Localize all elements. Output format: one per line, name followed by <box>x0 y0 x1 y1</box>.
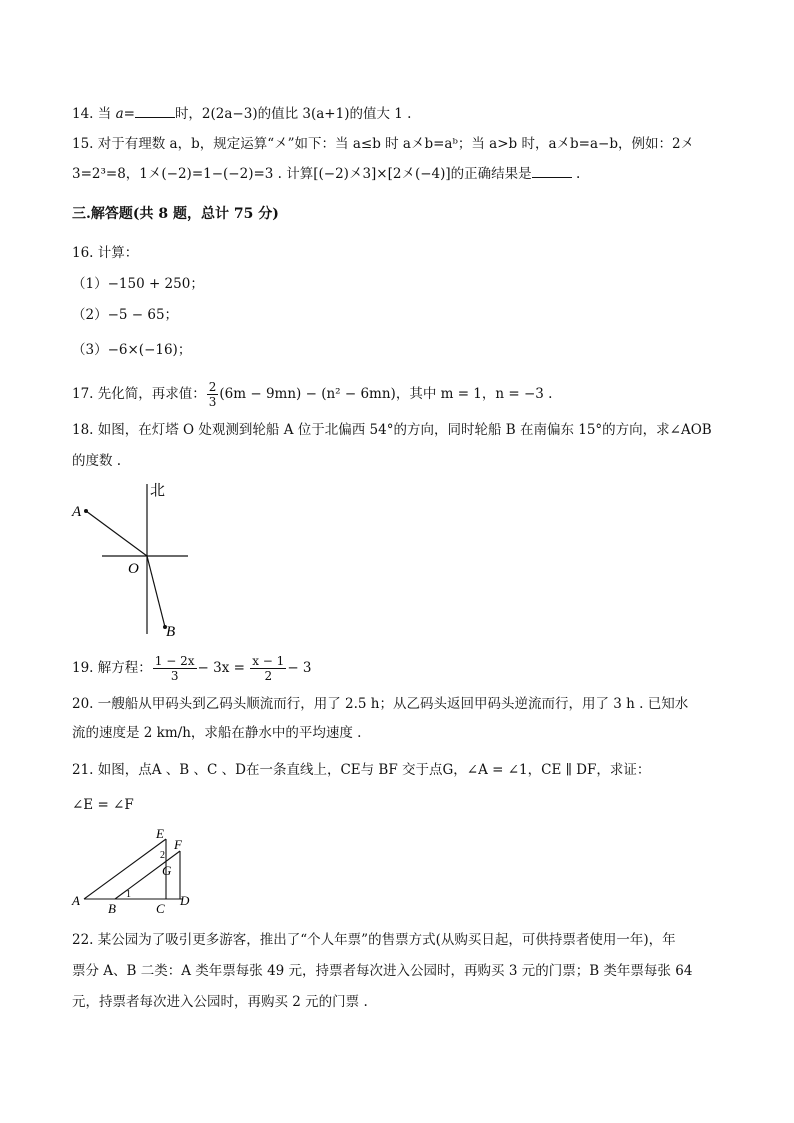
question-17: 17. 先化简，再求值： $\frac{2}{3}$ (6m − 9mn) − (n² − 6mn)，其中 m = 1，n = −3 . <box>72 380 553 409</box>
label-b: B <box>166 624 176 640</box>
direction-figure <box>70 478 200 643</box>
question-16-item2: （2）−5 − 65； <box>72 307 179 323</box>
question-20-line1: 20. 一艘船从甲码头到乙码头顺流而行，用了 2.5 h；从乙码头返回甲码头逆流而行，用了 3 h . 已知水 <box>72 696 689 712</box>
question-18-line1: 18. 如图，在灯塔 O 处观测到轮船 A 位于北偏西 54°的方向，同时轮船 B 在南偏东 15°的方向，求∠AOB <box>72 422 712 438</box>
angle-1-label: 1 <box>126 889 131 900</box>
question-21-line2: ∠E = ∠F <box>72 797 134 813</box>
question-22-line2: 票分 A、B 二类：A 类年票每张 49 元，持票者每次进入公园时，再购买 3 元的门票；B 类年票每张 64 <box>72 963 693 979</box>
section-heading: 三.解答题(共 8 题，总计 75 分) <box>72 206 279 222</box>
question-20-line2: 流的速度是 2 km/h，求船在静水中的平均速度 . <box>72 725 362 741</box>
fraction-right: $\frac{x - 1}{2}$ <box>252 654 285 683</box>
label-a: A <box>72 893 80 908</box>
fraction-left: $\frac{1 - 2x}{3}$ <box>154 654 195 683</box>
label-b: B <box>108 901 116 916</box>
label-o: O <box>128 561 139 577</box>
question-15-line1: 15. 对于有理数 a，b，规定运算“㐅”如下：当 a≤b 时 a㐅b=aᵇ；当 a>b 时，a㐅b=a−b，例如：2㐅 <box>72 136 695 152</box>
label-g: G <box>162 863 172 878</box>
fraction: $\frac{2}{3}$ <box>208 380 217 409</box>
label-north: 北 <box>150 483 166 499</box>
line-ae <box>84 839 166 899</box>
label-a: A <box>72 504 82 520</box>
question-16-head: 16. 计算： <box>72 245 139 261</box>
question-22-line3: 元，持票者每次进入公园时，再购买 2 元的门票 . <box>72 994 368 1010</box>
question-14: 14. 当 a= 时，2(2a−3)的值比 3(a+1)的值大 1 . <box>72 103 411 124</box>
label-d: D <box>180 893 190 908</box>
point-a <box>84 509 88 513</box>
geometry-figure <box>70 825 200 920</box>
answer-blank[interactable] <box>135 103 175 118</box>
angle-2-label: 2 <box>160 850 165 861</box>
question-19: 19. 解方程： $\frac{1 - 2x}{3}$ − 3x = $\frac{x - 1}{2}$ − 3 <box>72 654 312 683</box>
question-16-item1: （1）−150 + 250； <box>72 276 204 292</box>
question-22-line1: 22. 某公园为了吸引更多游客，推出了“个人年票”的售票方式(从购买日起，可供持票者使用一年)，年 <box>72 932 676 948</box>
question-21-line1: 21. 如图，点A 、B 、C 、D在一条直线上，CE与 BF 交于点G，∠A = ∠1，CE ∥ DF，求证： <box>72 762 651 778</box>
label-e: E <box>156 826 164 841</box>
ray-oa <box>86 511 147 556</box>
question-16-item3: （3）−6×(−16)； <box>72 342 192 358</box>
answer-blank[interactable] <box>532 163 572 178</box>
label-c: C <box>156 901 165 916</box>
label-f: F <box>174 837 182 852</box>
question-15-line2: 3=2³=8，1㐅(−2)=1−(−2)=3 . 计算[(−2)㐅3]×[2㐅(−4)]的正确结果是 . <box>72 163 580 184</box>
ray-ob <box>147 556 165 627</box>
question-18-line2: 的度数 . <box>72 453 122 469</box>
